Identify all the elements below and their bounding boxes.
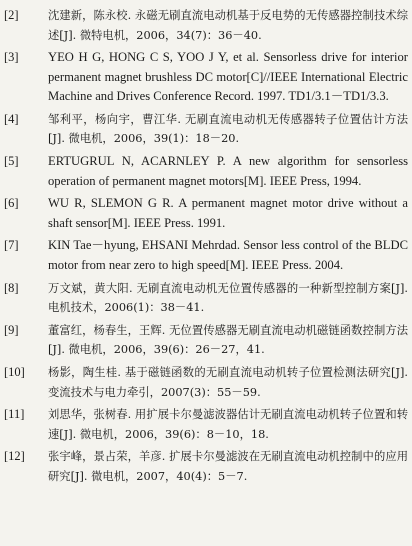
reference-text: YEO H G, HONG C S, YOO J Y, et al. Sensorless drive for interior permanent magnet brushless DC motor[C]//IEEE International Electric Machine and Drives Conference Record. 1997. TD1/3.1－TD1/3.3. (48, 50, 408, 104)
reference-item (4, 194, 408, 233)
reference-number: [12] (4, 449, 25, 464)
reference-number: [6] (4, 196, 19, 211)
reference-text: 董富红，杨春生，王辉. 无位置传感器无刷直流电动机磁链函数控制方法[J]. 微电机，2006，39(6)：26－27，41. (48, 323, 408, 357)
reference-text: 张宇峰，景占荣，羊彦. 扩展卡尔曼滤波在无刷直流电动机控制中的应用研究[J]. 微电机，2007，40(4)：5－7. (48, 450, 408, 483)
reference-text: KIN Tae－hyung, EHSANI Mehrdad. Sensor less control of the BLDC motor from near zero to high speed[M]. IEEE Press. 2004. (48, 238, 408, 272)
reference-number: [5] (4, 154, 19, 169)
reference-item (4, 405, 408, 444)
reference-number: [11] (4, 407, 25, 422)
reference-text: ERTUGRUL N, ACARNLEY P. A new algorithm for sensorless operation of permanent magnet motors[M]. IEEE Press, 1994. (48, 154, 408, 188)
reference-text: 万文斌，黄大阳. 无刷直流电动机无位置传感器的一种新型控制方案[J]. 电机技术，2006(1)：38－41. (48, 281, 408, 315)
reference-item (4, 6, 408, 45)
reference-number: [10] (4, 365, 25, 379)
reference-text: 刘思华，张树春. 用扩展卡尔曼滤波器估计无刷直流电动机转子位置和转速[J]. 微电机，2006，39(6)：8－10，18. (48, 408, 408, 441)
reference-text: 邹利平，杨向宇，曹江华. 无刷直流电动机无传感器转子位置估计方法[J]. 微电机，2006，39(1)：18－20. (48, 112, 408, 146)
reference-number: [9] (4, 322, 19, 337)
reference-number: [4] (4, 111, 19, 126)
reference-item (4, 236, 408, 275)
reference-item (4, 110, 408, 149)
reference-item (4, 321, 408, 360)
reference-item (4, 48, 408, 107)
reference-text: 沈建新，陈永校. 永磁无刷直流电动机基于反电势的无传感器控制技术综述[J]. 微特电机，2006，34(7)：36－40. (48, 9, 408, 42)
reference-number: [8] (4, 280, 19, 295)
reference-number: [7] (4, 238, 19, 253)
reference-item (4, 279, 408, 318)
reference-text: WU R, SLEMON G R. A permanent magnet motor drive without a shaft sensor[M]. IEEE Press. 1991. (48, 196, 408, 230)
reference-text: 杨影，陶生桂. 基于磁链函数的无刷直流电动机转子位置检测法研究[J]. 变流技术与电力牵引，2007(3)：55－59. (48, 366, 408, 399)
reference-item (4, 447, 408, 486)
reference-number: [2] (4, 8, 19, 22)
reference-item (4, 363, 408, 402)
reference-number: [3] (4, 50, 19, 65)
reference-item (4, 152, 408, 191)
